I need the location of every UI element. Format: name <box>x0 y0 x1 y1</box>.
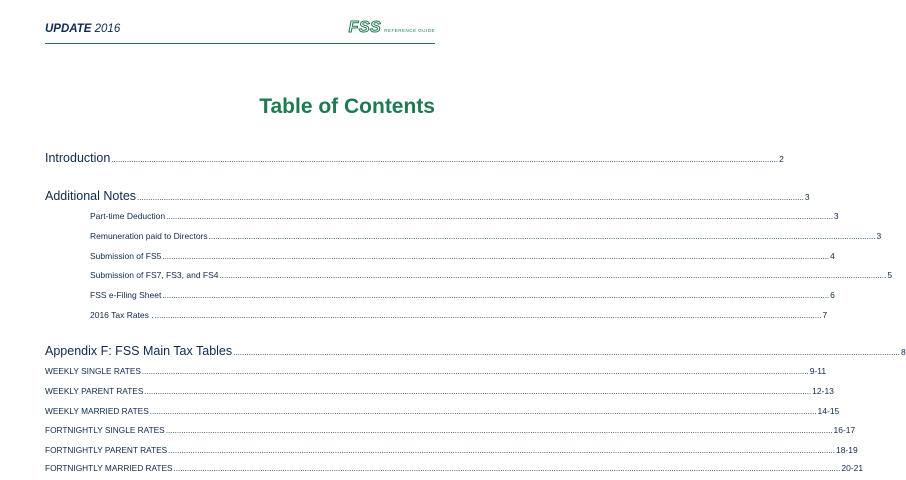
toc-entry-efiling-sheet[interactable]: FSS e-Filing Sheet ............................................................................................................................................................................................................................................................................................................ 6 <box>90 290 835 300</box>
dot-leader: ............................................................................................................................................................................................................................................................................................................ <box>141 367 809 376</box>
update-year: 2016 <box>94 23 121 35</box>
dot-leader: ............................................................................................................................................................................................................................................................................................................ <box>168 446 835 455</box>
dot-leader: ............................................................................................................................................................................................................................................................................................................ <box>166 212 833 221</box>
dot-leader: ............................................................................................................................................................................................................................................................................................................ <box>173 464 841 473</box>
dot-leader: ............................................................................................................................................................................................................................................................................................................ <box>111 155 779 164</box>
dot-leader: ............................................................................................................................................................................................................................................................................................................ <box>162 252 830 261</box>
page-title: Table of Contents <box>259 95 435 118</box>
logo-subtitle: REFERENCE GUIDE <box>384 28 435 33</box>
toc-entry-tax-rates[interactable]: 2016 Tax Rates . ............................................................................................................................................................................................................................................................................................................ 7 <box>90 310 828 320</box>
toc-entry-fortnightly-single[interactable]: FORTNIGHTLY SINGLE RATES ............................................................................................................................................................................................................................................................................................................ 16-17 <box>45 425 856 435</box>
toc-entry-introduction[interactable]: Introduction ............................................................................................................................................................................................................................................................................................................ 2 <box>45 151 784 165</box>
dot-leader: ............................................................................................................................................................................................................................................................................................................ <box>149 407 817 416</box>
dot-leader: ............................................................................................................................................................................................................................................................................................................ <box>162 291 830 300</box>
dot-leader: ............................................................................................................................................................................................................................................................................................................ <box>219 271 887 280</box>
toc-entry-weekly-parent[interactable]: WEEKLY PARENT RATES ............................................................................................................................................................................................................................................................................................................ 12-13 <box>45 386 834 396</box>
dot-leader: ............................................................................................................................................................................................................................................................................................................ <box>154 311 822 320</box>
toc-entry-fortnightly-parent[interactable]: FORTNIGHTLY PARENT RATES ............................................................................................................................................................................................................................................................................................................ 18-19 <box>45 445 858 455</box>
update-word: UPDATE <box>45 23 92 35</box>
toc-entry-appendix-f[interactable]: Appendix F: FSS Main Tax Tables ............................................................................................................................................................................................................................................................................................................ 8 <box>45 344 906 358</box>
page-header <box>45 18 435 44</box>
dot-leader: ............................................................................................................................................................................................................................................................................................................ <box>208 232 876 241</box>
toc-entry-weekly-married[interactable]: WEEKLY MARRIED RATES ............................................................................................................................................................................................................................................................................................................ 14-15 <box>45 406 840 416</box>
toc-entry-part-time-deduction[interactable]: Part-time Deduction ............................................................................................................................................................................................................................................................................................................ 3 <box>90 211 839 221</box>
toc-entry-fortnightly-married[interactable]: FORTNIGHTLY MARRIED RATES ............................................................................................................................................................................................................................................................................................................ 20-21 <box>45 463 864 473</box>
dot-leader: ............................................................................................................................................................................................................................................................................................................ <box>165 426 833 435</box>
fss-logo <box>349 20 435 36</box>
logo-mark: FSS <box>348 19 382 36</box>
dot-leader: ............................................................................................................................................................................................................................................................................................................ <box>233 348 900 357</box>
toc-entry-submission-fs7-fs3-fs4[interactable]: Submission of FS7, FS3, and FS4 ............................................................................................................................................................................................................................................................................................................ 5 <box>90 270 893 280</box>
toc-entry-weekly-single[interactable]: WEEKLY SINGLE RATES ............................................................................................................................................................................................................................................................................................................ 9-11 <box>45 366 827 376</box>
toc-entry-submission-fs5[interactable]: Submission of FS5 ............................................................................................................................................................................................................................................................................................................ 4 <box>90 251 835 261</box>
update-label <box>45 23 120 35</box>
dot-leader: ............................................................................................................................................................................................................................................................................................................ <box>137 193 804 202</box>
dot-leader: ............................................................................................................................................................................................................................................................................................................ <box>144 387 812 396</box>
header-divider <box>45 43 435 44</box>
toc-entry-remuneration-directors[interactable]: Remuneration paid to Directors ............................................................................................................................................................................................................................................................................................................ 3 <box>90 231 882 241</box>
toc-entry-additional-notes[interactable]: Additional Notes ............................................................................................................................................................................................................................................................................................................ 3 <box>45 189 810 203</box>
